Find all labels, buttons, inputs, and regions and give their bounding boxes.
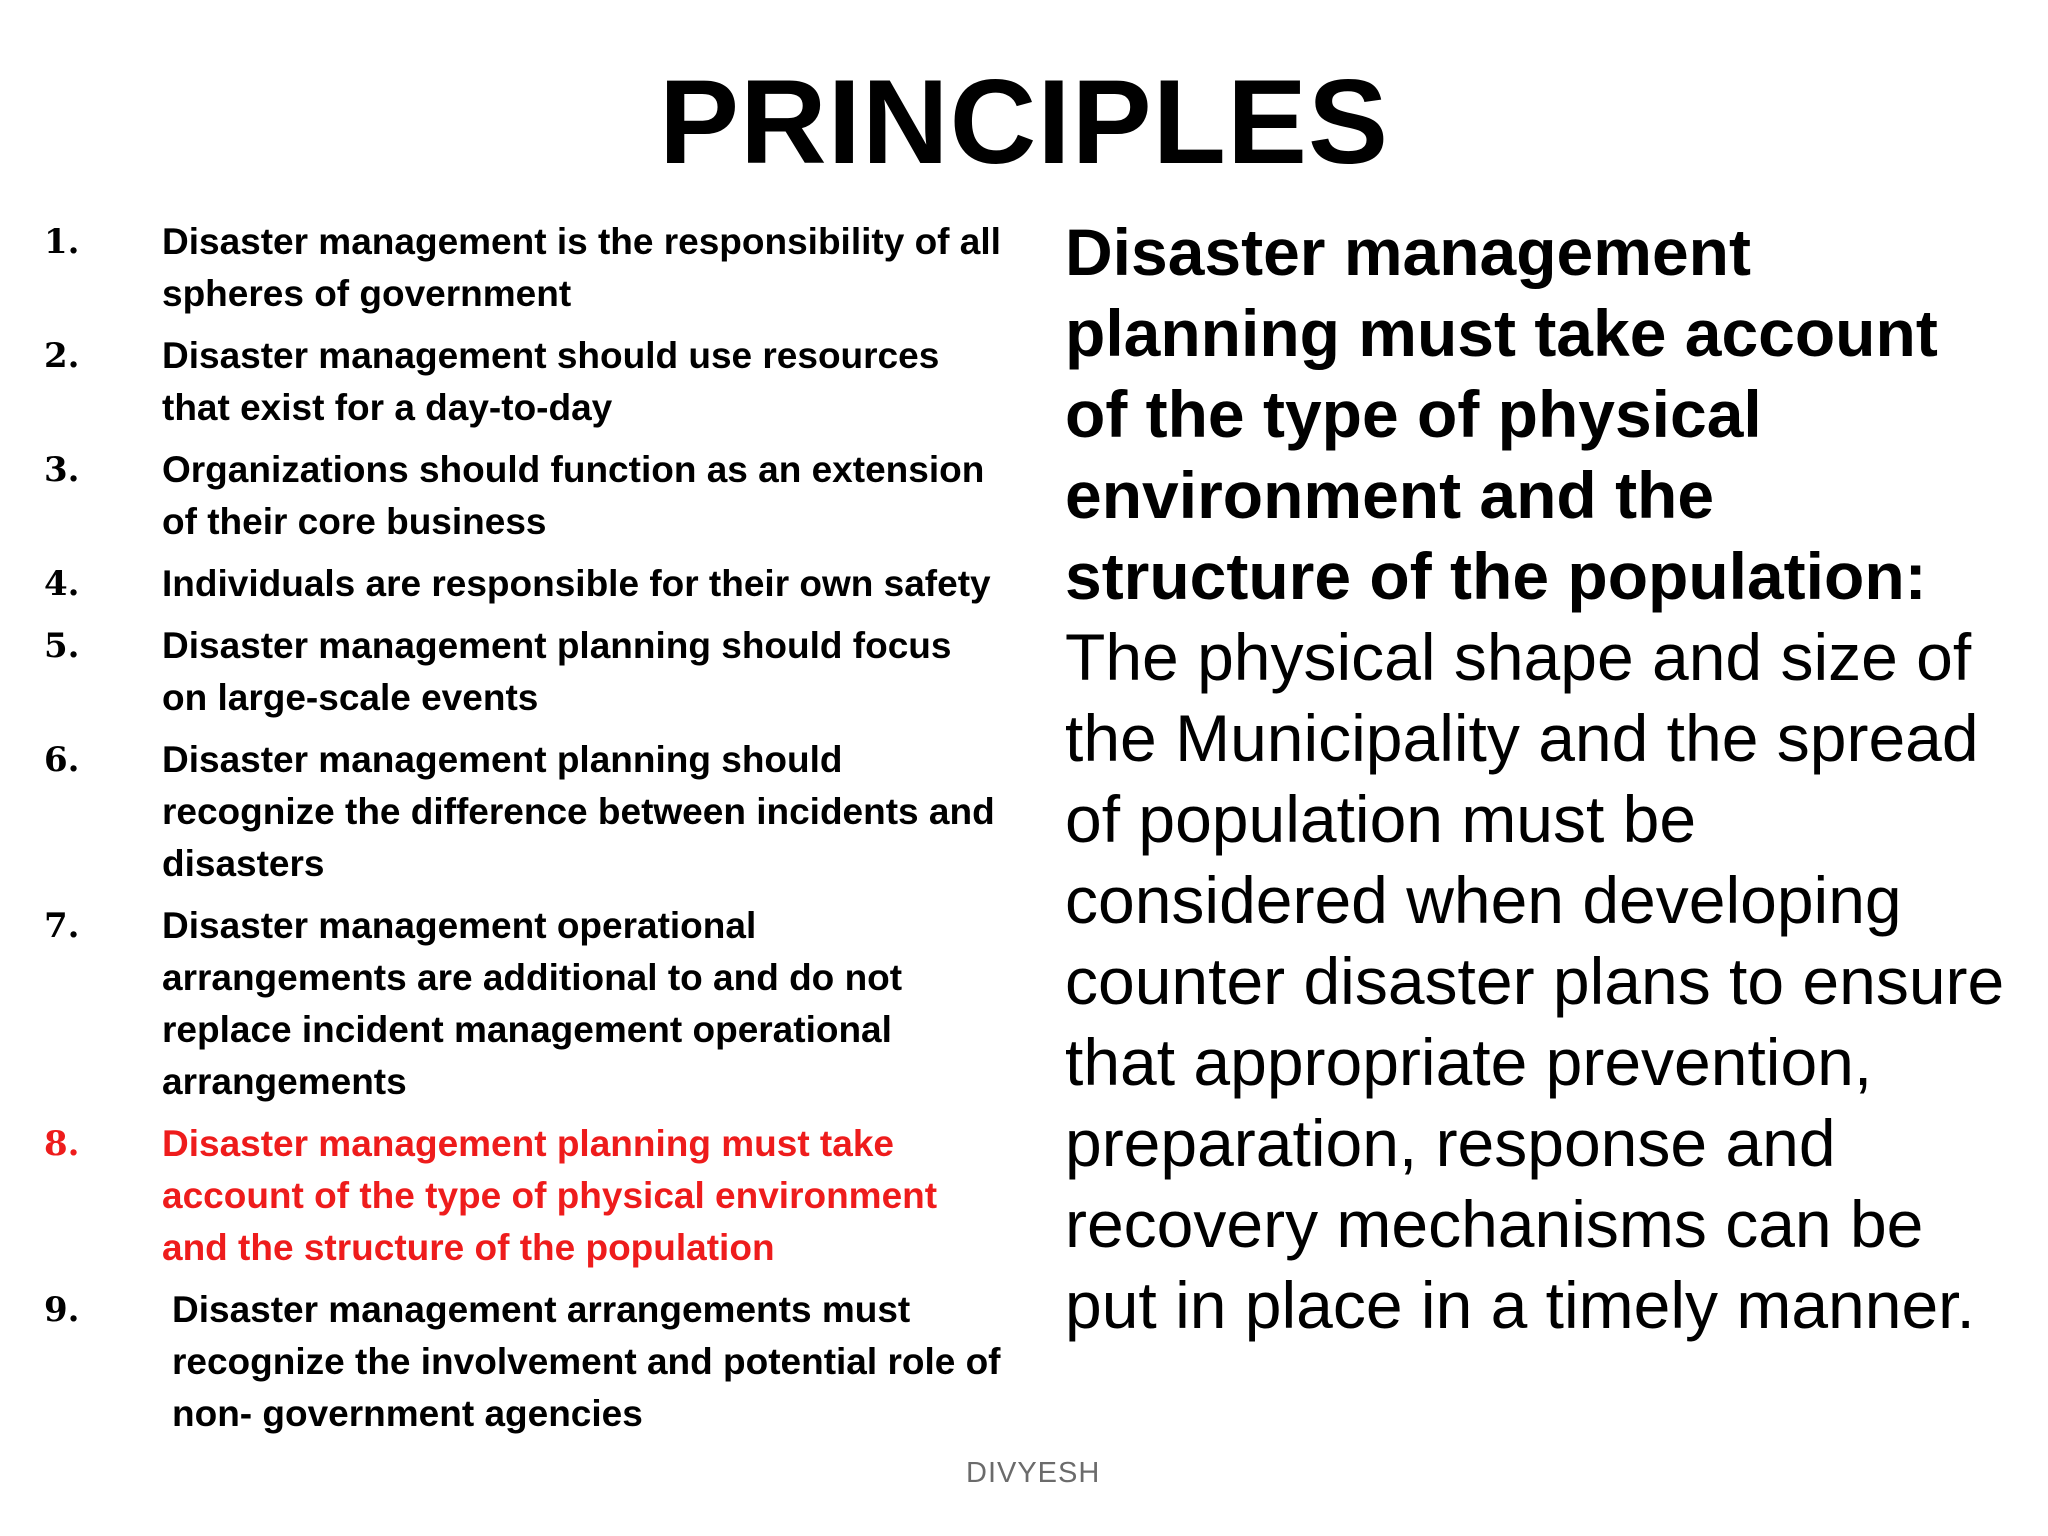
detail-body: The physical shape and size of the Municipality and the spread of population must be considered when developing counter disaster plans to ensure that appropriate prevention, preparation, response and recovery mechanisms can be put in place in a timely manner. [1065,620,2005,1342]
item-text: Organizations should function as an extension of their core business [162,449,985,542]
detail-lead: Disaster management planning must take account of the type of physical environment and the structure of the population: [1065,215,1938,613]
item-number: 9. [44,1290,80,1330]
list-item [44,734,1004,890]
list-item [44,900,1004,1108]
list-item [44,330,1004,434]
item-text: Disaster management should use resources that exist for a day-to-day [162,335,940,428]
item-number: 1. [44,222,80,262]
item-text: Disaster management arrangements must recognize the involvement and potential role of non- government agencies [172,1289,1001,1434]
item-number: 7. [44,906,80,946]
item-number: 6. [44,740,80,780]
list-item-highlighted [44,1118,1004,1274]
item-text: Disaster management planning must take account of the type of physical environment and the structure of the population [162,1123,938,1268]
principle-detail [1065,212,2015,1346]
slide-title: PRINCIPLES [658,55,1390,189]
list-item [44,216,1004,320]
item-text: Disaster management is the responsibility of all spheres of government [162,221,1001,314]
item-text: Individuals are responsible for their own safety [162,563,991,604]
principles-list [44,216,1004,1450]
watermark: DIVYESH [966,1457,1101,1489]
item-text: Disaster management planning should recognize the difference between incidents and disasters [162,739,995,884]
item-number: 8. [44,1124,80,1164]
item-text: Disaster management planning should focus on large-scale events [162,625,952,718]
item-text: Disaster management operational arrangements are additional to and do not replace incident management operational arrangements [162,905,903,1102]
list-item [44,1284,1004,1440]
list-item [44,620,1004,724]
item-number: 2. [44,336,80,376]
item-number: 3. [44,450,80,490]
list-item [44,444,1004,548]
list-item [44,558,1004,610]
item-number: 4. [44,564,80,604]
item-number: 5. [44,626,80,666]
